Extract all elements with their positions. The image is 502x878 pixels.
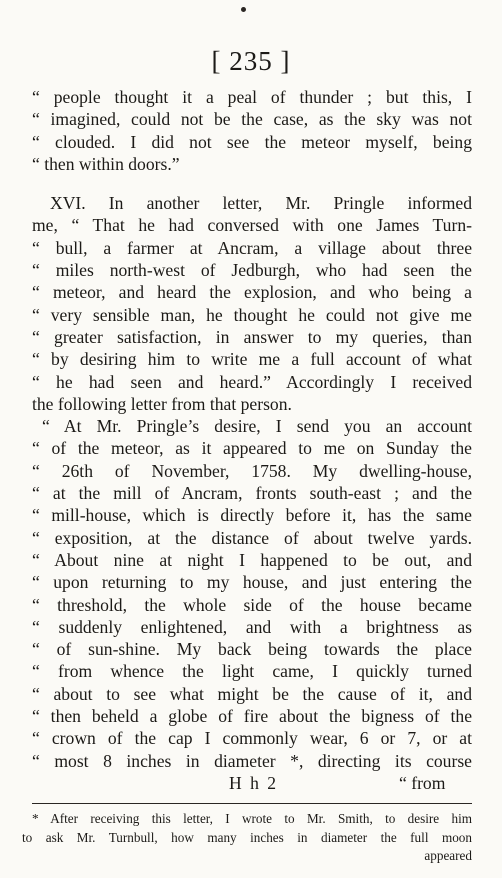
body-line: “ from whence the light came, I quickly turned — [32, 661, 472, 682]
footnote — [22, 810, 472, 866]
body-line: “ exposition, at the distance of about twelve yards. — [32, 527, 472, 548]
body-line: “ About nine at night I happened to be out, and — [32, 549, 472, 570]
body-line: me, “ That he had conversed with one James Turn- — [32, 215, 472, 236]
body-text — [32, 86, 472, 772]
body-line: “ imagined, could not be the case, as the sky was not — [32, 109, 472, 130]
body-line: “ then beheld a globe of fire about the bigness of the — [32, 706, 472, 727]
page-number: [ 235 ] — [211, 46, 291, 76]
footnote-line: * After receiving this letter, I wrote to Mr. Smith, to desire him — [32, 811, 472, 826]
body-line: “ of sun-shine. My back being towards the place — [32, 639, 472, 660]
body-line: “ crown of the cap I commonly wear, 6 or 7, or at — [32, 728, 472, 749]
body-line: “ by desiring him to write me a full account of what — [32, 349, 472, 370]
body-line: “ of the meteor, as it appeared to me on Sunday the — [32, 438, 472, 459]
body-line: “ he had seen and heard.” Accordingly I received — [32, 371, 472, 392]
signature-mark: H h 2 — [229, 773, 279, 793]
body-line: “ meteor, and heard the explosion, and who being a — [32, 282, 472, 303]
body-line: “ upon returning to my house, and just entering the — [32, 572, 472, 593]
body-line: the following letter from that person. — [32, 393, 292, 414]
body-line: “ suddenly enlightened, and with a brightness as — [32, 616, 472, 637]
footnote-line: to ask Mr. Turnbull, how many inches in diameter the full moon — [22, 829, 472, 845]
footnote-line: appeared — [424, 848, 472, 863]
body-line: “ At Mr. Pringle’s desire, I send you an account — [42, 416, 472, 437]
body-line: “ at the mill of Ancram, fronts south-east ; and the — [32, 483, 472, 504]
body-line: “ 26th of November, 1758. My dwelling-house, — [32, 460, 472, 481]
body-line: “ about to see what might be the cause of it, and — [32, 683, 472, 704]
body-line: “ greater satisfaction, in answer to my queries, than — [32, 326, 472, 347]
footnote-rule — [32, 803, 472, 804]
paragraph-gap — [32, 175, 472, 192]
body-line: XVI. In another letter, Mr. Pringle informed — [50, 193, 472, 214]
body-line: “ threshold, the whole side of the house became — [32, 594, 472, 615]
body-line: “ miles north-west of Jedburgh, who had seen the — [32, 260, 472, 281]
body-line: “ bull, a farmer at Ancram, a village about three — [32, 237, 472, 258]
body-line: “ very sensible man, he thought he could not give me — [32, 304, 472, 325]
ink-dot — [241, 7, 246, 12]
body-line: “ mill-house, which is directly before it, has the same — [32, 505, 472, 526]
catchword: “ from — [399, 773, 446, 793]
body-line: “ then within doors.” — [32, 153, 180, 174]
body-line: “ people thought it a peal of thunder ; but this, I — [32, 87, 472, 107]
body-line: “ most 8 inches in diameter *, directing its course — [32, 750, 472, 771]
body-line: “ clouded. I did not see the meteor myself, being — [32, 131, 472, 152]
